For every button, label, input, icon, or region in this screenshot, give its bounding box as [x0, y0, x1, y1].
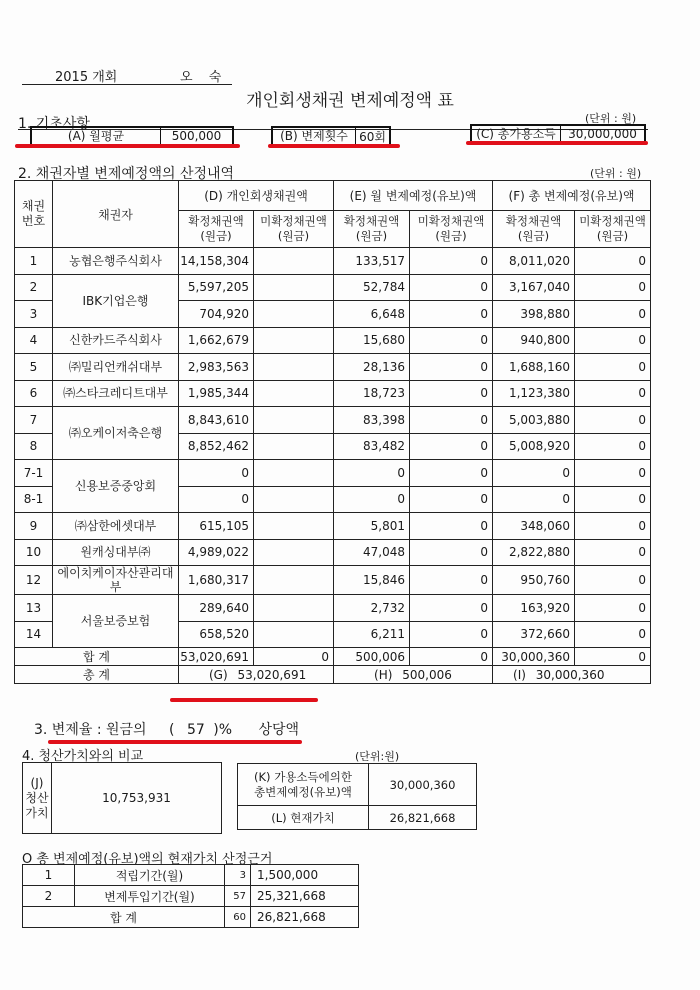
- f-confirmed-amount: 163,920: [493, 595, 575, 622]
- repayment-count-value: 60회: [359, 129, 386, 144]
- d-confirmed-amount: 2,983,563: [179, 354, 254, 381]
- sum-d1: 53,020,691: [179, 648, 254, 666]
- f-confirmed-amount: 1,688,160: [493, 354, 575, 381]
- table-row: [15, 566, 651, 595]
- total-g-value: 53,020,691: [237, 667, 307, 682]
- f-confirmed-amount: 5,003,880: [493, 407, 575, 434]
- e-unconfirmed-amount: 0: [410, 595, 493, 622]
- total-income-value: 30,000,000: [568, 127, 637, 141]
- d-unconfirmed-amount: [254, 354, 334, 381]
- f-confirmed-amount: 0: [493, 486, 575, 513]
- liquidation-label: (J) 청산 가치: [23, 763, 52, 834]
- e-confirmed-amount: 28,136: [334, 354, 410, 381]
- table-row: [15, 248, 651, 275]
- row-number: 5: [15, 354, 53, 381]
- e-confirmed-amount: 18,723: [334, 380, 410, 407]
- basis-value: 1,500,000: [251, 865, 359, 886]
- e-unconfirmed-amount: 0: [410, 513, 493, 540]
- e-confirmed-amount: 0: [334, 486, 410, 513]
- e-confirmed-amount: 83,482: [334, 433, 410, 460]
- basis-value: 25,321,668: [251, 886, 359, 907]
- sub-header-d-confirmed: 확정채권액 (원금): [179, 211, 254, 248]
- total-h-label: (H): [374, 667, 393, 682]
- d-unconfirmed-amount: [254, 566, 334, 595]
- sum-label: 합 계: [15, 648, 179, 666]
- f-unconfirmed-amount: 0: [575, 513, 651, 540]
- f-confirmed-amount: 5,008,920: [493, 433, 575, 460]
- present-value-basis-table: [22, 864, 359, 928]
- monthly-average-value: 500,000: [171, 129, 222, 143]
- total-i-value: 30,000,360: [535, 667, 605, 682]
- k-value: 30,000,360: [369, 764, 477, 806]
- col-header-e: (E) 월 변제예정(유보)액: [334, 181, 493, 211]
- year-session: 2015 개회: [55, 70, 118, 85]
- f-confirmed-amount: 372,660: [493, 621, 575, 648]
- basis-rows: [23, 865, 359, 907]
- row-number: 14: [15, 621, 53, 648]
- d-unconfirmed-amount: [254, 595, 334, 622]
- f-confirmed-amount: 3,167,040: [493, 274, 575, 301]
- f-confirmed-amount: 0: [493, 460, 575, 487]
- basis-row: [23, 865, 359, 886]
- e-confirmed-amount: 15,846: [334, 566, 410, 595]
- row-number: 8-1: [15, 486, 53, 513]
- sum-e1: 500,006: [334, 648, 410, 666]
- section2-unit: (단위 : 원): [590, 167, 642, 180]
- d-unconfirmed-amount: [254, 380, 334, 407]
- row-number: 6: [15, 380, 53, 407]
- e-unconfirmed-amount: 0: [410, 433, 493, 460]
- section1-unit: (단위 : 원): [585, 112, 637, 125]
- sum-e2: 0: [410, 648, 493, 666]
- liquidation-value-table: [22, 762, 222, 834]
- e-unconfirmed-amount: 0: [410, 248, 493, 275]
- e-unconfirmed-amount: 0: [410, 621, 493, 648]
- e-confirmed-amount: 2,732: [334, 595, 410, 622]
- page-title: 개인회생채권 변제예정액 표: [246, 91, 454, 111]
- d-unconfirmed-amount: [254, 486, 334, 513]
- d-unconfirmed-amount: [254, 248, 334, 275]
- creditor-name: IBK기업은행: [53, 274, 179, 327]
- row-number: 2: [15, 274, 53, 301]
- f-unconfirmed-amount: 0: [575, 327, 651, 354]
- table-row: [15, 327, 651, 354]
- total-g-label: (G): [209, 667, 228, 682]
- e-confirmed-amount: 6,648: [334, 301, 410, 328]
- creditor-table: [14, 180, 651, 684]
- table-row: [15, 380, 651, 407]
- d-confirmed-amount: 704,920: [179, 301, 254, 328]
- d-confirmed-amount: 0: [179, 486, 254, 513]
- table-row: [15, 539, 651, 566]
- rate-suffix: 상당액: [258, 722, 300, 738]
- row-number: 1: [15, 248, 53, 275]
- d-confirmed-amount: 289,640: [179, 595, 254, 622]
- row-number: 12: [15, 566, 53, 595]
- e-confirmed-amount: 47,048: [334, 539, 410, 566]
- creditor-name: 원캐싱대부㈜: [53, 539, 179, 566]
- f-unconfirmed-amount: 0: [575, 486, 651, 513]
- d-unconfirmed-amount: [254, 621, 334, 648]
- basis-months: 3: [225, 865, 251, 886]
- table-row: [15, 513, 651, 540]
- monthly-average-label: (A) 월평균: [32, 128, 161, 144]
- sub-header-f-unconfirmed: 미확정채권액 (원금): [575, 211, 651, 248]
- sum-d2: 0: [254, 648, 334, 666]
- table-row: [15, 354, 651, 381]
- sum-f2: 0: [575, 648, 651, 666]
- row-number: 3: [15, 301, 53, 328]
- total-i-label: (I): [513, 667, 526, 682]
- f-unconfirmed-amount: 0: [575, 274, 651, 301]
- d-confirmed-amount: 615,105: [179, 513, 254, 540]
- f-confirmed-amount: 348,060: [493, 513, 575, 540]
- e-unconfirmed-amount: 0: [410, 407, 493, 434]
- row-number: 8: [15, 433, 53, 460]
- creditor-name: ㈜스타크레디트대부: [53, 380, 179, 407]
- rate-value: 57: [186, 722, 205, 738]
- e-confirmed-amount: 83,398: [334, 407, 410, 434]
- header-rule: [22, 84, 232, 85]
- e-confirmed-amount: 0: [334, 460, 410, 487]
- sub-header-e-confirmed: 확정채권액 (원금): [334, 211, 410, 248]
- creditor-name: 서울보증보험: [53, 595, 179, 648]
- section2-heading: 2. 채권자별 변제예정액의 산정내역: [18, 166, 235, 182]
- e-confirmed-amount: 6,211: [334, 621, 410, 648]
- basis-label: 변제투입기간(월): [75, 886, 225, 907]
- red-underline-a: [15, 144, 240, 148]
- d-confirmed-amount: 1,662,679: [179, 327, 254, 354]
- table-row: [15, 274, 651, 301]
- repayment-count-box: [271, 126, 391, 146]
- d-confirmed-amount: 8,843,610: [179, 407, 254, 434]
- e-unconfirmed-amount: 0: [410, 327, 493, 354]
- f-confirmed-amount: 940,800: [493, 327, 575, 354]
- basis-sum-value: 26,821,668: [251, 907, 359, 928]
- e-unconfirmed-amount: 0: [410, 486, 493, 513]
- creditor-name: 에이치케이자산관리대부: [53, 566, 179, 595]
- e-unconfirmed-amount: 0: [410, 354, 493, 381]
- basis-row: [23, 886, 359, 907]
- e-unconfirmed-amount: 0: [410, 301, 493, 328]
- d-unconfirmed-amount: [254, 460, 334, 487]
- liquidation-value: 10,753,931: [52, 763, 222, 834]
- repayment-count-label: (B) 변제횟수: [273, 128, 356, 144]
- rate-close: )%: [213, 722, 232, 738]
- total-income-label: (C) 총가용소득: [472, 126, 561, 142]
- e-unconfirmed-amount: 0: [410, 380, 493, 407]
- d-unconfirmed-amount: [254, 301, 334, 328]
- section4-heading: 4. 청산가치와의 비교: [22, 749, 144, 764]
- d-unconfirmed-amount: [254, 433, 334, 460]
- sub-header-d-unconfirmed: 미확정채권액 (원금): [254, 211, 334, 248]
- creditor-name: 신용보증중앙회: [53, 460, 179, 513]
- f-unconfirmed-amount: 0: [575, 380, 651, 407]
- repayment-rate-line: [34, 719, 299, 739]
- basis-no: 1: [23, 865, 75, 886]
- red-underline-total: [170, 698, 318, 702]
- total-h-value: 500,006: [402, 667, 452, 682]
- f-unconfirmed-amount: 0: [575, 301, 651, 328]
- d-confirmed-amount: 1,680,317: [179, 566, 254, 595]
- e-confirmed-amount: 5,801: [334, 513, 410, 540]
- f-confirmed-amount: 950,760: [493, 566, 575, 595]
- l-label: (L) 현재가치: [238, 806, 369, 830]
- d-confirmed-amount: 8,852,462: [179, 433, 254, 460]
- e-confirmed-amount: 133,517: [334, 248, 410, 275]
- sum-row: [15, 648, 651, 666]
- k-label: (K) 가용소득에의한 총변제예정(유보)액: [238, 764, 369, 806]
- f-confirmed-amount: 1,123,380: [493, 380, 575, 407]
- creditor-name: ㈜밀리언캐쉬대부: [53, 354, 179, 381]
- basis-label: 적립기간(월): [75, 865, 225, 886]
- row-number: 10: [15, 539, 53, 566]
- d-unconfirmed-amount: [254, 274, 334, 301]
- table-row: [15, 595, 651, 622]
- creditor-rows: [15, 248, 651, 648]
- sub-header-f-confirmed: 확정채권액 (원금): [493, 211, 575, 248]
- red-underline-b: [268, 144, 400, 148]
- creditor-name: ㈜오케이저축은행: [53, 407, 179, 460]
- e-unconfirmed-amount: 0: [410, 460, 493, 487]
- f-confirmed-amount: 8,011,020: [493, 248, 575, 275]
- table-row: [15, 407, 651, 434]
- table-row: [15, 460, 651, 487]
- col-header-d: (D) 개인회생채권액: [179, 181, 334, 211]
- f-unconfirmed-amount: 0: [575, 460, 651, 487]
- row-number: 9: [15, 513, 53, 540]
- creditor-name: 농협은행주식회사: [53, 248, 179, 275]
- e-unconfirmed-amount: 0: [410, 539, 493, 566]
- section5-heading: O 총 변제예정(유보)액의 현재가치 산정근거: [22, 852, 273, 867]
- d-confirmed-amount: 4,989,022: [179, 539, 254, 566]
- red-underline-c: [466, 141, 648, 145]
- d-unconfirmed-amount: [254, 407, 334, 434]
- col-header-no: 채권 번호: [15, 181, 53, 248]
- f-unconfirmed-amount: 0: [575, 433, 651, 460]
- f-unconfirmed-amount: 0: [575, 248, 651, 275]
- e-unconfirmed-amount: 0: [410, 274, 493, 301]
- row-number: 7-1: [15, 460, 53, 487]
- f-unconfirmed-amount: 0: [575, 595, 651, 622]
- rate-open: (: [169, 722, 175, 738]
- section4-unit: (단위:원): [355, 750, 400, 763]
- basis-no: 2: [23, 886, 75, 907]
- f-unconfirmed-amount: 0: [575, 566, 651, 595]
- total-label: 총 계: [15, 666, 179, 684]
- d-confirmed-amount: 14,158,304: [179, 248, 254, 275]
- f-unconfirmed-amount: 0: [575, 407, 651, 434]
- d-unconfirmed-amount: [254, 513, 334, 540]
- sum-f1: 30,000,360: [493, 648, 575, 666]
- f-unconfirmed-amount: 0: [575, 621, 651, 648]
- d-confirmed-amount: 5,597,205: [179, 274, 254, 301]
- basis-sum-row: [23, 907, 359, 928]
- basis-months: 57: [225, 886, 251, 907]
- row-number: 13: [15, 595, 53, 622]
- total-row: [15, 666, 651, 684]
- f-unconfirmed-amount: 0: [575, 539, 651, 566]
- d-confirmed-amount: 1,985,344: [179, 380, 254, 407]
- f-confirmed-amount: 398,880: [493, 301, 575, 328]
- red-underline-rate: [48, 740, 302, 744]
- applicant-name: 오 숙: [180, 70, 228, 85]
- e-confirmed-amount: 52,784: [334, 274, 410, 301]
- d-confirmed-amount: 0: [179, 460, 254, 487]
- rate-prefix: 3. 변제율 : 원금의: [34, 722, 147, 738]
- sub-header-e-unconfirmed: 미확정채권액 (원금): [410, 211, 493, 248]
- col-header-f: (F) 총 변제예정(유보)액: [493, 181, 651, 211]
- monthly-average-box: [30, 126, 234, 146]
- basis-sum-label: 합 계: [23, 907, 225, 928]
- d-confirmed-amount: 658,520: [179, 621, 254, 648]
- col-header-creditor: 채권자: [53, 181, 179, 248]
- f-unconfirmed-amount: 0: [575, 354, 651, 381]
- section1-heading: 1. 기초사항: [18, 116, 90, 132]
- e-confirmed-amount: 15,680: [334, 327, 410, 354]
- d-unconfirmed-amount: [254, 539, 334, 566]
- row-number: 4: [15, 327, 53, 354]
- creditor-name: ㈜삼한에셋대부: [53, 513, 179, 540]
- creditor-name: 신한카드주식회사: [53, 327, 179, 354]
- l-value: 26,821,668: [369, 806, 477, 830]
- row-number: 7: [15, 407, 53, 434]
- f-confirmed-amount: 2,822,880: [493, 539, 575, 566]
- present-value-table: [237, 763, 477, 830]
- e-unconfirmed-amount: 0: [410, 566, 493, 595]
- d-unconfirmed-amount: [254, 327, 334, 354]
- basis-sum-months: 60: [225, 907, 251, 928]
